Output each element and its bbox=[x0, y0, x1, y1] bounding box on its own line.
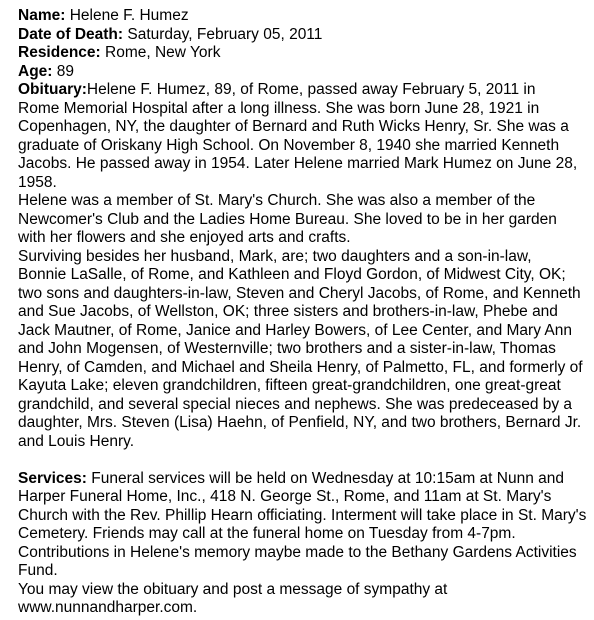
obituary-document bbox=[18, 7, 588, 618]
obituary-label: Obituary: bbox=[18, 81, 87, 98]
date-of-death-line bbox=[18, 26, 588, 45]
services-line: Fund. bbox=[18, 562, 58, 579]
services-line: You may view the obituary and post a message of sympathy at bbox=[18, 580, 448, 598]
services-section bbox=[18, 470, 588, 618]
services-text: Funeral services will be held on Wednesday at 10:15am at Nunn and bbox=[86, 469, 565, 487]
obituary-line: Rome Memorial Hospital after a long illness. She was born June 28, 1921 in bbox=[18, 99, 540, 117]
services-line: Cemetery. Friends may call at the funeral home on Tuesday from 4-7pm. bbox=[18, 525, 516, 542]
obituary-line: Jack Mautner, of Rome, Janice and Harley Bowers, of Lee Center, and Mary Ann bbox=[18, 321, 572, 339]
obituary-section bbox=[18, 81, 588, 451]
name-line bbox=[18, 7, 588, 26]
services-label: Services: bbox=[18, 469, 87, 487]
obituary-line: Jacobs. He passed away in 1954. Later Helene married Mark Humez on June 28, bbox=[18, 155, 578, 172]
age-value: 89 bbox=[52, 62, 75, 80]
obituary-line: graduate of Oriskany High School. On November 8, 1940 she married Kenneth bbox=[18, 136, 560, 154]
services-line: Harper Funeral Home, Inc., 418 N. George St., Rome, and 11am at St. Mary's bbox=[18, 488, 552, 505]
date-of-death-value: Saturday, February 05, 2011 bbox=[123, 25, 323, 43]
services-line: Church with the Rev. Phillip Hearn officiating. Interment will take place in St. Mary's bbox=[18, 506, 587, 524]
obituary-line: Kayuta Lake; eleven grandchildren, fifteen great-grandchildren, one great-great bbox=[18, 377, 561, 394]
obituary-line: grandchild, and several special nieces and nephews. She was predeceased by a bbox=[18, 395, 573, 413]
obituary-line: Surviving besides her husband, Mark, are; two daughters and a son-in-law, bbox=[18, 247, 532, 265]
age-line bbox=[18, 63, 588, 82]
obituary-line: with her flowers and she enjoyed arts and crafts. bbox=[18, 229, 351, 246]
name-label: Name: bbox=[18, 7, 66, 24]
obituary-line: Helene was a member of St. Mary's Church. She was also a member of the bbox=[18, 192, 536, 209]
obituary-line: two sons and daughters-in-law, Steven and Cheryl Jacobs, of Rome, and Kenneth bbox=[18, 284, 581, 302]
age-label: Age: bbox=[18, 62, 53, 80]
residence-label: Residence: bbox=[18, 44, 101, 61]
services-first-line bbox=[18, 470, 588, 489]
obituary-line: Bonnie LaSalle, of Rome, and Kathleen and Floyd Gordon, of Midwest City, OK; bbox=[18, 266, 566, 283]
obituary-line: Henry, of Camden, and Michael and Sheila Henry, of Palmetto, FL, and formerly of bbox=[18, 358, 583, 376]
obituary-text: Helene F. Humez, 89, of Rome, passed away February 5, 2011 in bbox=[86, 81, 536, 98]
obituary-line: Newcomer's Club and the Ladies Home Bureau. She loved to be in her garden bbox=[18, 210, 557, 228]
obituary-line: Copenhagen, NY, the daughter of Bernard and Ruth Wicks Henry, Sr. She was a bbox=[18, 118, 569, 135]
services-line: Contributions in Helene's memory maybe made to the Bethany Gardens Activities bbox=[18, 543, 577, 561]
residence-line bbox=[18, 44, 588, 63]
obituary-first-line bbox=[18, 81, 588, 100]
date-of-death-label: Date of Death: bbox=[18, 25, 124, 43]
section-spacer bbox=[18, 451, 588, 470]
obituary-line: and Louis Henry. bbox=[18, 432, 135, 450]
residence-value: Rome, New York bbox=[100, 44, 221, 61]
obituary-line: and Sue Jacobs, of Wellston, OK; three sisters and brothers-in-law, Phebe and bbox=[18, 303, 558, 320]
obituary-line: daughter, Mrs. Steven (Lisa) Haehn, of Penfield, NY, and two brothers, Bernard Jr. bbox=[18, 414, 582, 431]
obituary-line: 1958. bbox=[18, 173, 57, 191]
website-line: www.nunnandharper.com. bbox=[18, 599, 198, 616]
name-value: Helene F. Humez bbox=[65, 7, 189, 24]
obituary-line: and John Mogensen, of Westernville; two brothers and a sister-in-law, Thomas bbox=[18, 340, 556, 357]
